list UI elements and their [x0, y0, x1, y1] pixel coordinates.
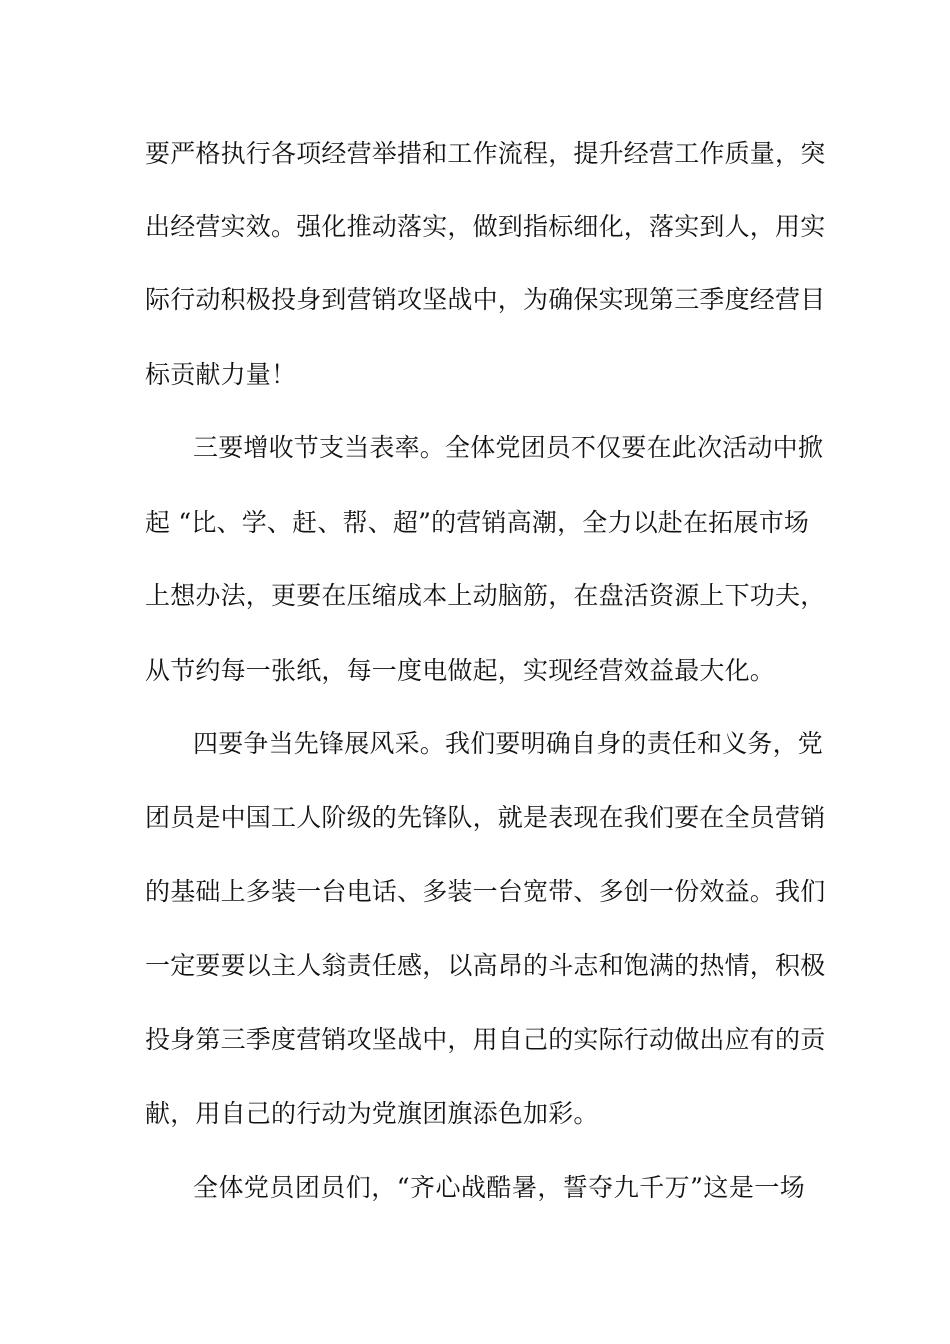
text-line: 际行动积极投身到营销攻坚战中，为确保实现第三季度经营目: [145, 285, 826, 314]
paragraph-first-line: 三要增收节支当表率。全体党团员不仅要在此次活动中掀: [193, 433, 824, 462]
text-line: 一定要要以主人翁责任感，以高昂的斗志和饱满的热情，积极: [145, 951, 826, 980]
text-line: 上想办法，更要在压缩成本上动脑筋，在盘活资源上下功夫，: [145, 581, 826, 610]
text-line: 献，用自己的行动为党旗团旗添色加彩。: [145, 1099, 599, 1128]
text-line: 起 “比、学、赶、帮、超”的营销高潮，全力以赴在拓展市场: [145, 508, 810, 537]
text-line: 投身第三季度营销攻坚战中，用自己的实际行动做出应有的贡: [145, 1025, 826, 1054]
text-line: 的基础上多装一台电话、多装一台宽带、多创一份效益。我们: [145, 877, 826, 906]
text-line: 团员是中国工人阶级的先锋队，就是表现在我们要在全员营销: [145, 803, 826, 832]
paragraph-first-line: 四要争当先锋展风采。我们要明确自身的责任和义务，党: [193, 729, 824, 758]
text-line: 从节约每一张纸，每一度电做起，实现经营效益最大化。: [145, 656, 776, 685]
text-line: 出经营实效。强化推动落实，做到指标细化，落实到人，用实: [145, 212, 826, 241]
text-line: 要严格执行各项经营举措和工作流程，提升经营工作质量，突: [145, 139, 826, 168]
text-line: 标贡献力量！: [145, 360, 297, 389]
paragraph-first-line: 全体党员团员们，“齐心战酷暑，誓夺九千万”这是一场: [193, 1173, 805, 1202]
